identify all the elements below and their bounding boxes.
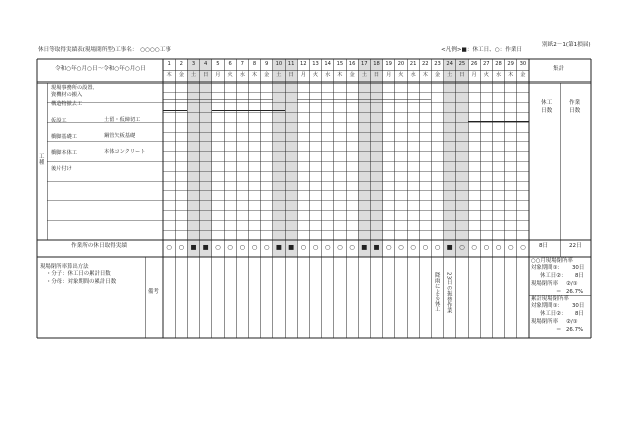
mark-work: ○ [507, 243, 514, 251]
day-weekday: 水 [325, 72, 331, 78]
work-item-name: 橋脚基礎工 [51, 134, 77, 140]
mark-closed: ■ [373, 243, 380, 251]
day-number: 30 [519, 61, 527, 67]
month-period-label: 対象期間①： [531, 265, 563, 271]
day-weekday: 火 [227, 72, 233, 78]
weekend-column-shade [187, 59, 199, 257]
weekend-shading-layer [187, 59, 468, 257]
form-title: 休日等取得実績表(現場閉所型)工事名： ○○○○工事 [38, 47, 171, 53]
remarks-label: 備考 [148, 289, 159, 295]
day-number: 9 [265, 61, 269, 67]
day-number: 28 [495, 61, 502, 67]
day-number: 1 [167, 61, 171, 67]
closed-days-label: 休工 [541, 100, 553, 106]
remark-rain-closure: 降雨による休工 [433, 272, 440, 312]
day-weekday: 火 [398, 72, 404, 78]
day-number: 26 [470, 61, 478, 67]
day-weekday: 木 [166, 72, 172, 78]
weekend-column-shade [370, 59, 382, 257]
work-item-name: 橋脚本体工 [51, 150, 77, 156]
work-days-total: 22日 [569, 243, 582, 249]
day-number: 18 [373, 61, 380, 67]
mark-closed: ■ [361, 243, 368, 251]
month-stats-title: ○○月現場閉所率 [531, 258, 573, 264]
mark-work: ○ [215, 243, 221, 251]
day-weekday: 水 [495, 72, 502, 78]
cumulative-rate-equals: ＝ [556, 327, 562, 333]
day-weekday: 木 [508, 72, 514, 78]
day-weekday: 金 [520, 72, 526, 78]
mark-work: ○ [398, 243, 404, 251]
mark-work: ○ [422, 243, 429, 251]
month-rate-equals: ＝ [556, 289, 562, 295]
mark-work: ○ [337, 243, 343, 251]
mark-closed: ■ [446, 243, 453, 251]
cumulative-closed-value: 8日 [575, 311, 584, 317]
mark-closed: ■ [202, 243, 209, 251]
day-number: 29 [507, 61, 514, 67]
cumulative-stats-title: 累計現場閉所率 [531, 296, 569, 302]
day-number: 11 [287, 61, 295, 67]
day-number: 2 [179, 61, 183, 67]
grid-lines-layer [37, 59, 591, 338]
day-weekday: 月 [386, 72, 392, 78]
work-days-unit: 日数 [569, 108, 581, 114]
weekend-column-shade [273, 59, 285, 257]
closed-days-total: 8日 [539, 243, 549, 249]
month-rate-label: 現場閉所率 [531, 281, 558, 287]
mark-work: ○ [263, 243, 270, 251]
day-weekday: 金 [434, 72, 441, 78]
weekend-column-shade [200, 59, 212, 257]
work-days-label: 作業 [569, 100, 581, 106]
mark-work: ○ [300, 243, 307, 251]
day-number: 5 [216, 61, 220, 67]
day-weekday: 月 [300, 72, 306, 78]
day-weekday: 土 [190, 72, 197, 78]
mark-work: ○ [385, 243, 392, 251]
day-weekday: 土 [447, 72, 453, 78]
day-number: 8 [252, 61, 257, 67]
mark-work: ○ [483, 243, 490, 251]
work-item-name: 仮設工 [51, 118, 67, 124]
mark-work: ○ [434, 243, 441, 251]
closed-days-unit: 日数 [541, 108, 553, 114]
day-weekday: 日 [288, 72, 294, 78]
day-number: 12 [299, 61, 307, 67]
mark-work: ○ [227, 243, 233, 251]
day-number: 16 [348, 61, 356, 67]
form-id: 別紙2－1(第1損届) [542, 42, 591, 48]
mark-work: ○ [349, 243, 355, 251]
work-item-detail: 本体コンクリート [104, 149, 146, 155]
mark-work: ○ [471, 243, 477, 251]
weekend-column-shade [285, 59, 297, 257]
mark-work: ○ [251, 243, 258, 251]
day-weekday: 木 [251, 72, 258, 78]
day-weekday: 土 [361, 72, 367, 78]
day-number: 25 [458, 61, 466, 67]
day-number: 19 [385, 61, 392, 67]
month-rate-value: 26.7% [566, 289, 584, 295]
work-type-side-label: 工種 [39, 154, 45, 166]
marks-label: 作業所の休日取得実績 [71, 243, 127, 249]
day-weekday: 火 [483, 72, 489, 78]
day-weekday: 日 [373, 72, 380, 78]
mark-work: ○ [495, 243, 502, 251]
day-weekday: 金 [178, 72, 184, 78]
day-number: 20 [397, 61, 405, 67]
cumulative-period-label: 対象期間①： [531, 303, 563, 309]
day-number: 21 [409, 61, 417, 67]
mark-work: ○ [410, 243, 416, 251]
mark-work: ○ [239, 243, 246, 251]
day-weekday: 木 [422, 72, 428, 78]
work-item-name: 後片付け [51, 166, 72, 172]
weekend-column-shade [456, 59, 468, 257]
day-weekday: 金 [264, 72, 270, 78]
day-number: 6 [228, 61, 232, 67]
cumulative-rate-value: 26.7% [566, 327, 584, 333]
day-number: 13 [312, 61, 319, 67]
cumulative-rate-label: 現場閉所率 [531, 319, 558, 325]
month-rate-formula: ②/① [566, 281, 578, 287]
method-denominator: ・分母：対象期間の累計日数 [46, 279, 117, 285]
work-item-name: 構造物撤去工 [51, 101, 83, 107]
work-item-detail: 土留・仮締切工 [104, 117, 141, 123]
total-label: 集計 [553, 66, 565, 72]
weekend-column-shade [444, 59, 456, 257]
day-weekday: 日 [203, 72, 209, 78]
day-weekday: 土 [276, 72, 282, 78]
work-item-detail: 鋼管矢板基礎 [104, 133, 136, 139]
mark-closed: ■ [275, 243, 282, 251]
day-number: 3 [191, 61, 196, 67]
mark-work: ○ [324, 243, 331, 251]
work-item-name: 現場事務所の設置、資機材の搬入 [51, 85, 98, 98]
day-weekday: 月 [471, 72, 477, 78]
day-weekday: 金 [349, 72, 355, 78]
method-title: 現場閉所率算出方法 [40, 264, 89, 270]
day-number: 7 [240, 61, 244, 67]
method-numerator: ・分子：休工日の累計日数 [46, 271, 111, 277]
day-weekday: 水 [239, 72, 245, 78]
cumulative-closed-label: 休工日②： [540, 311, 567, 317]
day-weekday: 月 [215, 72, 221, 78]
day-weekday: 木 [337, 72, 343, 78]
day-number: 17 [360, 61, 368, 67]
mark-work: ○ [166, 243, 172, 251]
mark-closed: ■ [288, 243, 295, 251]
cumulative-period-value: 30日 [572, 303, 585, 309]
mark-work: ○ [459, 243, 465, 251]
weekend-column-shade [358, 59, 370, 257]
day-weekday: 日 [459, 72, 465, 78]
day-number: 10 [275, 61, 283, 67]
day-number: 23 [434, 61, 441, 67]
mark-work: ○ [312, 243, 319, 251]
day-number: 22 [421, 61, 429, 67]
month-closed-label: 休工日②： [540, 273, 567, 279]
day-number: 24 [446, 61, 453, 67]
remark-substitute-work: 23日の振替作業 [445, 272, 452, 314]
month-closed-value: 8日 [575, 273, 584, 279]
day-number: 27 [482, 61, 490, 67]
cumulative-rate-formula: ②/① [566, 319, 578, 325]
mark-work: ○ [178, 243, 185, 251]
period-label: 令和○年○月○日～令和○年○月○日 [55, 66, 146, 72]
month-period-value: 30日 [572, 265, 585, 271]
mark-work: ○ [520, 243, 526, 251]
legend: <凡例>■：休工日、○：作業日 [441, 47, 523, 53]
day-number: 14 [324, 61, 331, 67]
day-weekday: 火 [312, 72, 319, 78]
day-number: 4 [204, 61, 208, 67]
mark-closed: ■ [190, 243, 197, 251]
day-number: 15 [336, 61, 344, 67]
day-weekday: 水 [410, 72, 416, 78]
